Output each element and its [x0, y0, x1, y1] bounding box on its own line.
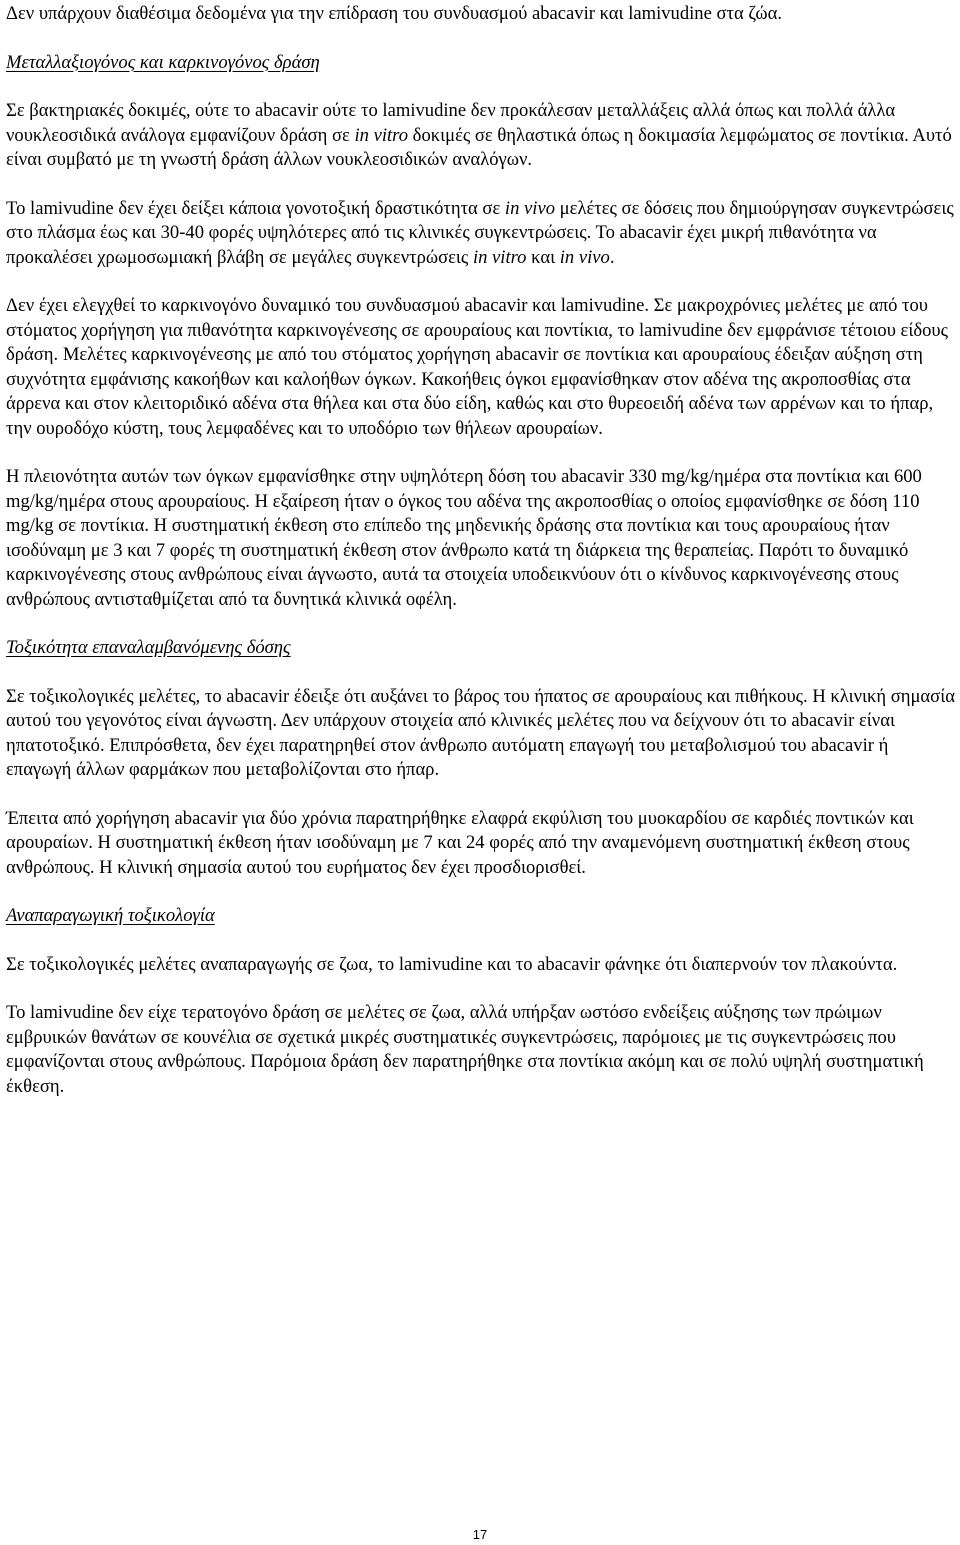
text-run: Σε βακτηριακές δοκιμές, ούτε το abacavir ούτε το lamivudine δεν προκάλεσαν μεταλλάξεις αλλά όπως και πολλά άλλα νουκλεοσιδικά ανάλογα εμφανίζουν δράση σε [6, 100, 896, 146]
paragraph-bacterial-assays [6, 99, 958, 173]
section-heading-repeat-dose-toxicity: Τοξικότητα επαναλαμβανόμενης δόσης [6, 637, 291, 658]
paragraph-tumor-doses [6, 465, 958, 612]
text-run: Έπειτα από χορήγηση abacavir για δύο χρόνια παρατηρήθηκε ελαφρά εκφύλιση του μυοκαρδίου σε καρδιές ποντικών και αρουραίων. Η συστηματική έκθεση ήταν ισοδύναμη με 7 και 24 φορές από την αναμενόμενη συστηματική έκθεση στους ανθρώπους. Η κλινική σημασία αυτού του ευρήματος δεν έχει προσδιορισθεί. [6, 807, 914, 878]
paragraph-myocardial-degeneration [6, 807, 958, 881]
text-run: Σε τοξικολογικές μελέτες αναπαραγωγής σε ζωα, το lamivudine και το abacavir φάνηκε ότι διαπερνούν τον πλακούντα. [6, 953, 898, 975]
text-run: και [526, 246, 560, 268]
paragraph-teratogenicity [6, 1001, 958, 1099]
italic-term: in vivo [504, 197, 556, 219]
paragraph-carcinogenic-potential [6, 294, 958, 441]
text-run: Δεν έχει ελεγχθεί το καρκινογόνο δυναμικό του συνδυασμού abacavir και lamivudine. Σε μακροχρόνιες μελέτες με από του στόματος χορήγηση για πιθανότητα καρκινογένεσης σε αρουραίους και ποντίκια, το lamivudine δεν εμφράνισε τέτοιου είδους δράση. Μελέτες καρκινογένεσης με από του στόματος χορήγηση abacavir σε ποντίκια και αρουραίους έδειξαν αύξηση στη συχνότητα εμφάνισης κακοήθων και καλοήθων όγκων. Κακοήθεις όγκοι εμφανίσθηκαν στον αδένα της ακροποσθίας στα άρρενα και στον κλειτοριδικό αδένα στα θήλεα και στα δύο είδη, καθώς και στο θυρεοειδή αδένα των αρρένων και το ήπαρ, την ουροδόχο κύστη, τους λεμφαδένες και το υποδόριο των θήλεων αρουραίων. [6, 295, 948, 439]
document-page [6, 2, 958, 1123]
text-run: δοκιμές σε θηλαστικά όπως η δοκιμασία λεμφώματος σε ποντίκια. Αυτό είναι συμβατό με τη γνωστή δράση άλλων νουκλεοσιδικών αναλόγων. [6, 124, 952, 170]
paragraph-liver-weight [6, 685, 958, 783]
text-run: . [609, 246, 615, 268]
text-run: Σε τοξικολογικές μελέτες, το abacavir έδειξε ότι αυξάνει το βάρος του ήπατος σε αρουραίους και πιθήκους. Η κλινική σημασία αυτού του γεγονότος είναι άγνωστη. Δεν υπάρχουν στοιχεία από κλινικές μελέτες που να δείχνουν ότι το abacavir είναι ηπατοτοξικό. Επιπρόσθετα, δεν έχει παρατηρηθεί στον άνθρωπο αυτόματη επαγωγή του μεταβολισμού του abacavir ή επαγωγή άλλων φαρμάκων που μεταβολίζονται στο ήπαρ. [6, 685, 955, 780]
text-run: Το lamivudine δεν έχει δείξει κάποια γονοτοξική δραστικότητα σε [6, 197, 505, 219]
page-number: 17 [472, 1527, 488, 1542]
italic-term: in vivo [559, 246, 610, 268]
paragraph-genotoxicity [6, 197, 958, 271]
paragraph-placenta [6, 953, 958, 978]
section-heading-mutagenic-carcinogenic: Μεταλλαξιογόνος και καρκινογόνος δράση [6, 51, 320, 73]
text-run: Η πλειονότητα αυτών των όγκων εμφανίσθηκε στην υψηλότερη δόση του abacavir 330 mg/kg/ημέρα στα ποντίκια και 600 mg/kg/ημέρα στους αρουραίους. Η εξαίρεση ήταν ο όγκος του αδένα της ακροποσθίας ο οποίος εμφανίσθηκε σε δόση 110 mg/kg σε ποντίκια. Η συστηματική έκθεση στο επίπεδο της μηδενικής δράσης στα ποντίκια και τους αρουραίους ήταν ισοδύναμη με 3 και 7 φορές τη συστηματική έκθεση στον άνθρωπο κατά τη διάρκεια της θεραπείας. Παρότι το δυναμικό καρκινογένεσης στους ανθρώπους είναι άγνωστο, αυτά τα στοιχεία υποδεικνύουν ότι ο κίνδυνος καρκινογένεσης στους ανθρώπους αντισταθμίζεται από τα δυνητικά κλινικά οφέλη. [6, 466, 922, 610]
italic-term: in vitro [354, 124, 409, 146]
paragraph-no-animal-data [6, 2, 958, 27]
text-run: μελέτες σε δόσεις που δημιούργησαν συγκεντρώσεις στο πλάσμα έως και 30-40 φορές υψηλότερες από τις κλινικές συγκεντρώσεις. Το abacavir έχει μικρή πιθανότητα να προκαλέσει χρωμοσωμιακή βλάβη σε μεγάλες συγκεντρώσεις [6, 197, 954, 268]
text-run: Δεν υπάρχουν διαθέσιμα δεδομένα για την επίδραση του συνδυασμού abacavir και lamivudine στα ζώα. [6, 3, 783, 24]
text-run: Το lamivudine δεν είχε τερατογόνο δράση σε μελέτες σε ζωα, αλλά υπήρξαν ωστόσο ενδείξεις αύξησης των πρώιμων εμβρυικών θανάτων σε κουνέλια σε σχετικά μικρές συστηματικές συγκεντρώσεις, παρόμοιες με τις συγκεντρώσεις που εμφανίζονται στους ανθρώπους. Παρόμοια δράση δεν παρατηρήθηκε στα ποντίκια ακόμη και σε πολύ υψηλή συστηματική έκθεση. [6, 1002, 924, 1097]
italic-term: in vitro [472, 246, 527, 268]
section-heading-reproductive-toxicology: Αναπαραγωγική τοξικολογία [6, 905, 215, 926]
